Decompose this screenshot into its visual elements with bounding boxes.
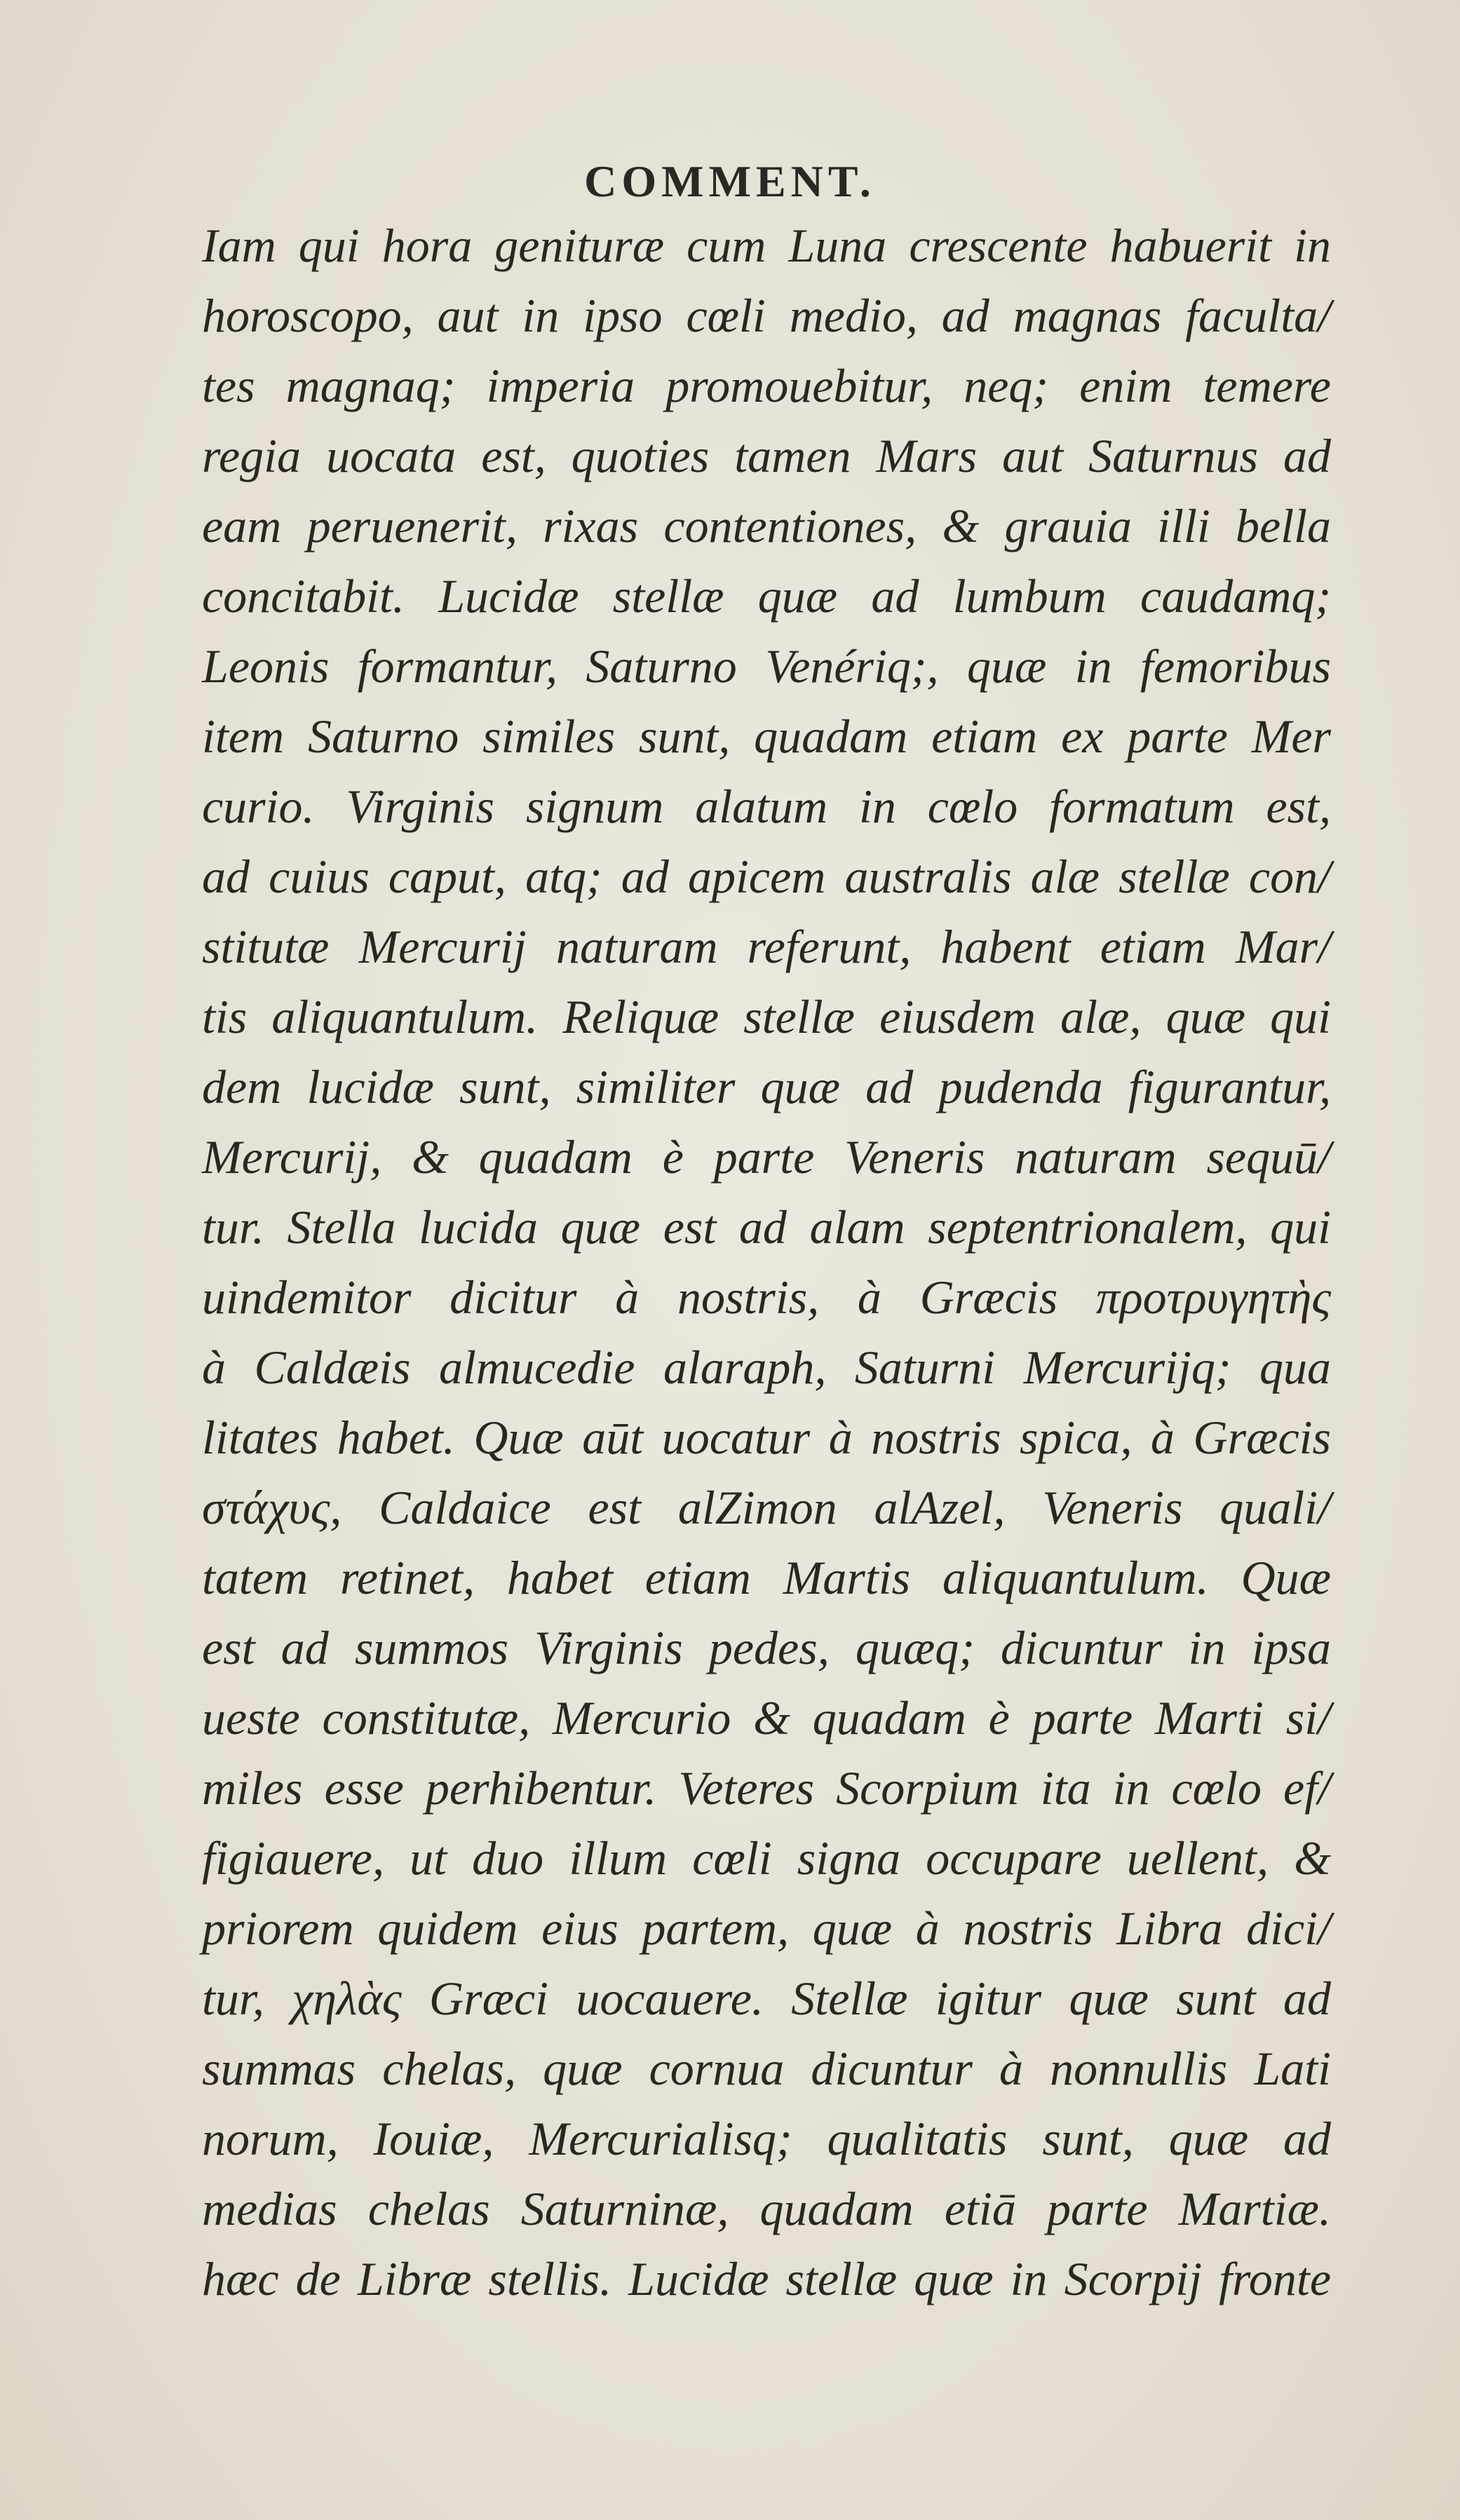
text-line: summas chelas, quæ cornua dicuntur à nonnullis Lati [202,2042,1331,2095]
text-line: Mercurij, & quadam è parte Veneris naturam sequū/ [202,1130,1331,1184]
text-line: uindemitor dicitur à nostris, à Græcis προτρυγητὴς [202,1271,1331,1324]
text-line: curio. Virginis signum alatum in cœlo formatum est, [202,780,1331,833]
text-line: medias chelas Saturninæ, quadam etiā parte Martiæ. [202,2182,1331,2235]
text-line: tur, χηλὰς Græci uocauere. Stellæ igitur quæ sunt ad [202,1972,1331,2025]
text-line: est ad summos Virginis pedes, quæq; dicuntur in ipsa [202,1621,1331,1674]
text-line: ad cuius caput, atq; ad apicem australis alæ stellæ con/ [202,850,1331,903]
text-line: ueste constitutæ, Mercurio & quadam è parte Marti si/ [202,1691,1331,1745]
text-line: figiauere, ut duo illum cœli signa occupare uellent, & [202,1831,1331,1885]
text-line: miles esse perhibentur. Veteres Scorpium ita in cœlo ef/ [202,1761,1331,1815]
text-line: eam peruenerit, rixas contentiones, & grauia illi bella [202,499,1331,553]
text-line: στάχυς, Caldaice est alZimon alAzel, Veneris quali/ [202,1481,1331,1534]
text-line: hæc de Libræ stellis. Lucidæ stellæ quæ in Scorpij fronte [202,2252,1331,2305]
text-line: tatem retinet, habet etiam Martis aliquantulum. Quæ [202,1551,1331,1604]
text-line: tur. Stella lucida quæ est ad alam septentrionalem, qui [202,1200,1331,1254]
text-line: dem lucidæ sunt, similiter quæ ad pudenda figurantur, [202,1060,1331,1113]
text-line: tis aliquantulum. Reliquæ stellæ eiusdem alæ, quæ qui [202,990,1331,1043]
text-line: item Saturno similes sunt, quadam etiam ex parte Mer [202,710,1331,763]
text-line: litates habet. Quæ aūt uocatur à nostris spica, à Græcis [202,1411,1331,1464]
text-line: horoscopo, aut in ipso cœli medio, ad magnas faculta/ [202,289,1331,342]
text-line: concitabit. Lucidæ stellæ quæ ad lumbum caudamq; [202,569,1331,623]
text-line: regia uocata est, quoties tamen Mars aut Saturnus ad [202,429,1331,482]
text-line: Iam qui hora genituræ cum Luna crescente habuerit in [202,219,1331,272]
text-line: stitutæ Mercurij naturam referunt, habent etiam Mar/ [202,920,1331,973]
text-line: priorem quidem eius partem, quæ à nostris Libra dici/ [202,1902,1331,1955]
text-line: tes magnaq; imperia promouebitur, neq; enim temere [202,359,1331,412]
text-line: à Caldæis almucedie alaraph, Saturni Mercurijq; qua [202,1341,1331,1394]
text-line: Leonis formantur, Saturno Venériq;, quæ in femoribus [202,639,1331,693]
text-line: norum, Iouiæ, Mercurialisq; qualitatis sunt, quæ ad [202,2112,1331,2165]
body-text [202,210,1331,2314]
running-head: COMMENT. [584,156,876,206]
